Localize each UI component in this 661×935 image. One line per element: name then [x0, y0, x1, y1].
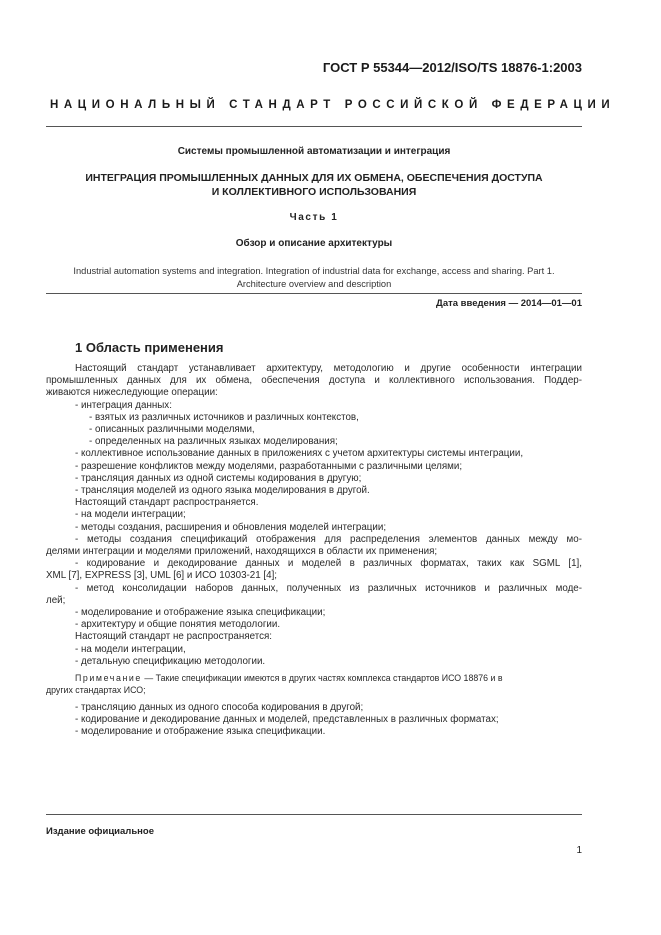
- list-item-continuation: лей;: [46, 594, 66, 606]
- english-title-line: Architecture overview and description: [236, 279, 392, 289]
- note-text: — Такие спецификации имеются в других частях комплекса стандартов ИСО 18876 и в: [141, 673, 503, 684]
- section-body: [46, 363, 582, 739]
- title-divider: [46, 293, 582, 294]
- list-item: - на модели интеграции;: [75, 509, 186, 521]
- list-item: - моделирование и отображение языка спецификации;: [75, 607, 326, 619]
- list-item: - методы создания спецификаций отображения для распределения элементов данных между мо-: [75, 533, 582, 545]
- list-item: - разрешение конфликтов между моделями, разработанными с различными целями;: [75, 460, 463, 472]
- paragraph-line: Настоящий стандарт устанавливает архитектуру, методологию и другие особенности интеграции: [75, 363, 582, 374]
- header-divider: [46, 126, 582, 127]
- standard-title: [46, 171, 582, 199]
- note: [46, 673, 582, 696]
- list-item: - трансляцию данных из одного способа кодирования в другой;: [75, 702, 364, 714]
- note-label: Примечание: [75, 673, 142, 684]
- effective-date: Дата введения — 2014—01—01: [436, 298, 582, 309]
- paragraph-line: живаются нижеследующие операции:: [46, 387, 218, 399]
- note-text: других стандартах ИСО;: [46, 684, 146, 695]
- list-item: - интеграция данных:: [75, 399, 172, 411]
- paragraph-line: промышленных данных для их обмена, обеспечения доступа и коллективного использования. Поддер-: [46, 375, 582, 387]
- list-item: - трансляция данных из одной системы кодирования в другую;: [75, 472, 362, 484]
- english-title: [46, 265, 582, 291]
- list-item: - детальную спецификацию методологии.: [75, 655, 266, 667]
- list-item: - трансляция моделей из одного языка моделирования в другой.: [75, 485, 370, 497]
- national-standard-heading: НАЦИОНАЛЬНЫЙ СТАНДАРТ РОССИЙСКОЙ ФЕДЕРАЦИИ: [50, 99, 616, 111]
- list-item: - методы создания, расширения и обновления моделей интеграции;: [75, 521, 387, 533]
- list-item: - взятых из различных источников и различных контекстов,: [89, 411, 359, 423]
- list-item: - на модели интеграции,: [75, 643, 186, 655]
- list-item: - моделирование и отображение языка спецификации.: [75, 726, 326, 738]
- list-item: - описанных различными моделями,: [89, 424, 255, 436]
- paragraph-line: Настоящий стандарт не распространяется:: [75, 631, 273, 643]
- list-item: - определенных на различных языках моделирования;: [89, 436, 338, 448]
- list-item: - коллективное использование данных в приложениях с учетом архитектуры системы интеграции,: [75, 448, 524, 460]
- list-item: - архитектуру и общие понятия методологии.: [75, 619, 281, 631]
- list-item: - метод консолидации наборов данных, полученных из различных источников и различных моде-: [75, 582, 582, 594]
- document-code: ГОСТ Р 55344—2012/ISO/TS 18876-1:2003: [322, 60, 582, 75]
- title-line: И КОЛЛЕКТИВНОГО ИСПОЛЬЗОВАНИЯ: [211, 186, 417, 198]
- list-item-continuation: XML [7], EXPRESS [3], UML [6] и ИСО 10303-21 [4];: [46, 570, 278, 582]
- list-item: - кодирование и декодирование данных и моделей, представленных в различных форматах;: [75, 714, 499, 726]
- edition-label: Издание официальное: [46, 826, 154, 837]
- standard-subtitle: Обзор и описание архитектуры: [235, 238, 393, 249]
- title-line: ИНТЕГРАЦИЯ ПРОМЫШЛЕННЫХ ДАННЫХ ДЛЯ ИХ ОБМЕНА, ОБЕСПЕЧЕНИЯ ДОСТУПА: [85, 172, 543, 184]
- section-heading: 1 Область применения: [75, 340, 224, 355]
- paragraph-line: Настоящий стандарт распространяется.: [75, 497, 259, 509]
- english-title-line: Industrial automation systems and integration. Integration of industrial data for exchange, access and sharing. Part 1.: [73, 266, 555, 276]
- part-number: Часть 1: [289, 212, 339, 223]
- standard-series: Системы промышленной автоматизации и интеграция: [177, 146, 451, 157]
- page-number: 1: [576, 845, 582, 856]
- list-item: - кодирование и декодирование данных и моделей в различных форматах, таких как SGML [1],: [75, 558, 582, 570]
- footer-divider: [46, 814, 582, 815]
- list-item-continuation: делями интеграции и моделями приложений, находящихся в области их применения;: [46, 546, 438, 558]
